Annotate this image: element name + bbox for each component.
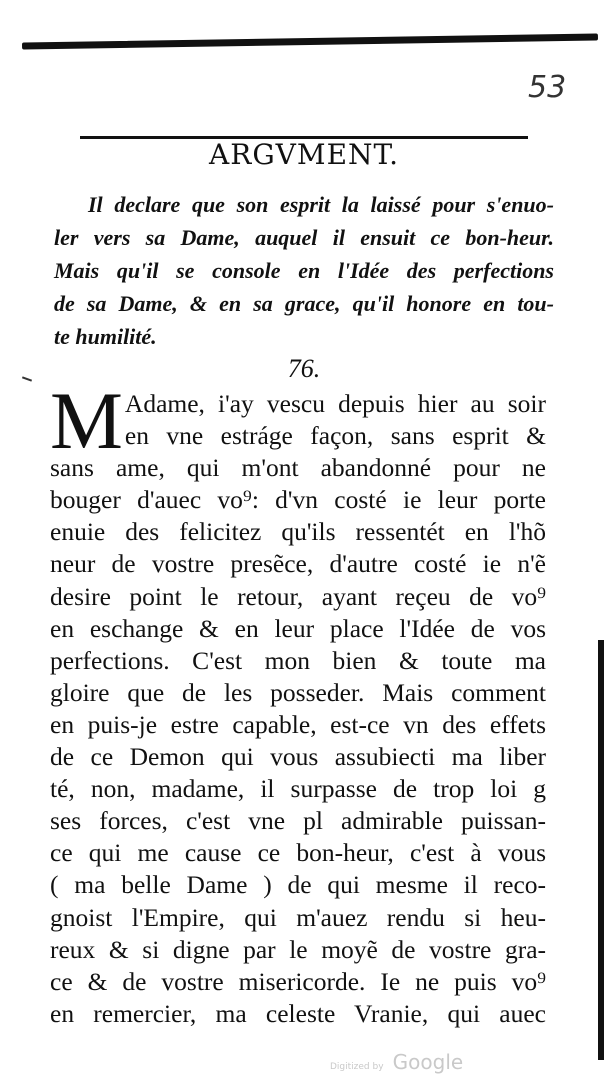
body-line: desire point le retour, ayant reçeu de vo⁹ [50,581,546,611]
body-line: en vne estráge façon, sans esprit & [124,421,546,451]
argument-line: Il declare que son esprit la laissé pour s'enuo- [88,192,554,217]
watermark-brand: Google [392,1050,464,1074]
body-line: bouger d'auec vo⁹: d'vn costé ie leur porte [50,485,546,515]
body-line: ce & de vostre misericorde. Ie ne puis vo⁹ [50,966,546,996]
body-line: perfections. C'est mon bien & toute ma [50,645,546,675]
body-line: en eschange & en leur place l'Idée de vos [50,613,546,643]
body-line: sans ame, qui m'ont abandonné pour ne [50,453,546,483]
section-number: 76. [287,354,321,383]
argument-heading: ARGVMENT. [209,138,399,171]
body-line: gnoist l'Empire, qui m'auez rendu si heu- [50,902,546,932]
body-line: ses forces, c'est vne pl admirable puissan- [50,806,546,836]
argument-line: te humilité. [54,324,157,349]
argument-summary [54,188,554,353]
argument-line: de sa Dame, & en sa grace, qu'il honore en tou- [54,291,554,316]
body-line: té, non, madame, il surpasse de trop loi g [50,774,546,804]
body-line: enuie des felicitez qu'ils ressentét en l'hõ [50,517,546,547]
argument-line: Mais qu'il se console en l'Idée des perfections [54,258,554,283]
scan-edge-shadow [598,640,604,1060]
body-line: neur de vostre presẽce, d'autre costé ie n'ẽ [50,549,546,579]
body-line: ( ma belle Dame ) de qui mesme il reco- [50,870,546,900]
digitization-watermark [330,1050,463,1074]
body-line: en puis-je estre capable, est-ce vn des effets [50,709,546,739]
drop-cap: M [50,375,123,466]
body-line: Adame, i'ay vescu depuis hier au soir [124,389,546,418]
body-line: en remercier, ma celeste Vranie, qui auec [50,998,546,1028]
page-number: 53 [528,70,567,105]
top-rule [22,33,598,49]
body-text [50,375,546,1030]
body-line: gloire que de les posseder. Mais comment [50,677,546,707]
body-line: de ce Demon qui vous assubiecti ma liber [50,742,546,772]
body-line: ce qui me cause ce bon-heur, c'est à vous [50,838,546,868]
watermark-caption: Digitized by [330,1062,384,1072]
body-line: reux & si digne par le moyẽ de vostre gra- [50,934,546,964]
argument-line: ler vers sa Dame, auquel il ensuit ce bon-heur. [54,225,554,250]
